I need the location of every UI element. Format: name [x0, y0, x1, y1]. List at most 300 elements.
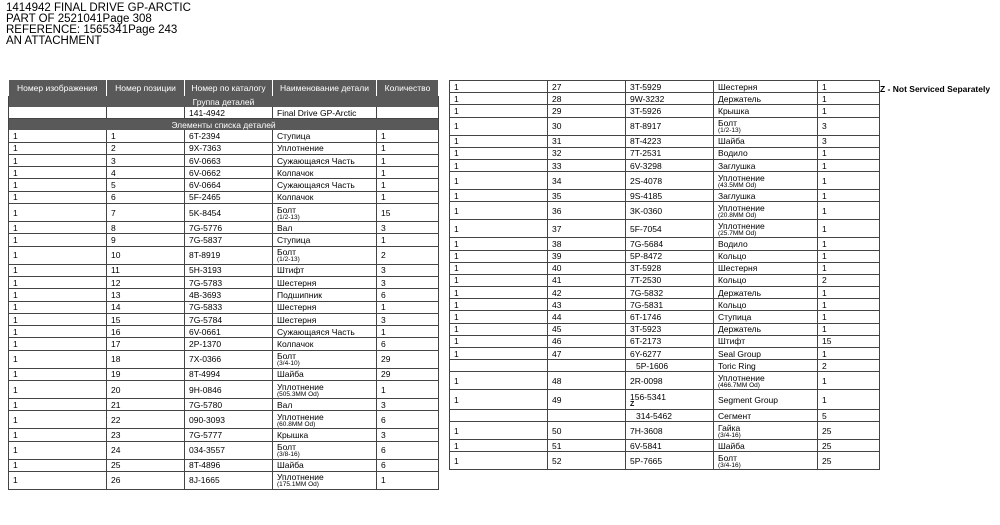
catalog-no-text: 6V-0664 [189, 180, 221, 191]
cell-part-name [714, 372, 818, 390]
cell-position-no: 39 [548, 250, 626, 262]
cell-part-name [273, 167, 377, 179]
cell-catalog-no [185, 276, 273, 288]
part-name-text: Шайба [277, 369, 304, 380]
part-name-text: Колпачок [277, 192, 314, 203]
catalog-no-text: 5F-7054 [630, 223, 662, 234]
part-spec-note: (20.8MM Od) [718, 211, 757, 219]
part-spec-note: (505.3MM Od) [277, 390, 319, 398]
catalog-no-text: 6V-0662 [189, 167, 221, 178]
cell-position-no: 3 [107, 154, 185, 166]
part-name-text: Уплотнение [277, 381, 324, 392]
table-row [450, 202, 880, 220]
part-spec-note: (1/2-13) [718, 127, 741, 135]
catalog-no-text: 7G-5783 [189, 277, 223, 288]
catalog-no-text: 7H-3608 [630, 425, 663, 436]
cell-position-no: 12 [107, 276, 185, 288]
cell-quantity: 1 [818, 287, 880, 299]
table-header-row [9, 80, 439, 96]
cell-position-no: 28 [548, 93, 626, 105]
cell-part-name [273, 222, 377, 234]
document-header [6, 3, 191, 47]
cell-part-name [273, 368, 377, 380]
catalog-no-text: 7G-5833 [189, 302, 223, 313]
cell-quantity: 3 [377, 429, 439, 441]
cell-quantity: 3 [377, 276, 439, 288]
cell-part-name [273, 289, 377, 301]
cell-image-no: 1 [450, 117, 548, 135]
cell-part-name [273, 471, 377, 489]
cell-position-no: 45 [548, 323, 626, 335]
cell-position-no: 30 [548, 117, 626, 135]
cell-catalog-no [185, 234, 273, 246]
cell-position-no: 5 [107, 179, 185, 191]
table-row [450, 335, 880, 347]
cell-quantity: 1 [377, 179, 439, 191]
cell-image-no: 1 [9, 313, 107, 325]
table-row [9, 326, 439, 338]
cell-position-no: 50 [548, 422, 626, 440]
cell-position-no [548, 360, 626, 372]
cell-position-no: 37 [548, 220, 626, 238]
cell-image-no: 1 [9, 289, 107, 301]
cell-position-no: 8 [107, 222, 185, 234]
part-name-text: Кольцо [718, 275, 747, 286]
table-row [9, 289, 439, 301]
catalog-no-text: 8T-8919 [189, 250, 221, 261]
cell-part-name [714, 190, 818, 202]
cell-part-name [273, 313, 377, 325]
cell-part-name [273, 264, 377, 276]
cell-position-no: 17 [107, 338, 185, 350]
part-name-text: Кольцо [718, 251, 747, 262]
table-row [9, 167, 439, 179]
header-line-1: 1414942 FINAL DRIVE GP-ARCTIC [6, 2, 191, 14]
cell-part-name [273, 459, 377, 471]
catalog-no-text: 9S-4185 [630, 190, 663, 201]
cell-part-name [273, 429, 377, 441]
part-name-text: Уплотнение [718, 220, 765, 231]
table-row [450, 410, 880, 422]
cell-position-no: 14 [107, 301, 185, 313]
part-name-text: Уплотнение [718, 372, 765, 383]
cell-quantity: 1 [818, 81, 880, 93]
part-name-text: Держатель [718, 324, 762, 335]
catalog-no-text: 7G-5776 [189, 222, 223, 233]
part-name-text: Уплотнение [718, 202, 765, 213]
cell-catalog-no [185, 429, 273, 441]
table-row [9, 338, 439, 350]
catalog-no-text: 156-5341 [630, 391, 666, 402]
table-row [450, 422, 880, 440]
cell-quantity: 6 [377, 459, 439, 471]
catalog-no-text: 7G-5777 [189, 429, 223, 440]
cell-part-name [273, 350, 377, 368]
catalog-no-text: 5K-8454 [189, 207, 222, 218]
cell-quantity: 2 [818, 274, 880, 286]
table-row [9, 204, 439, 222]
cell-image-no: 1 [9, 381, 107, 399]
cell-quantity: 29 [377, 350, 439, 368]
catalog-no-text: 3T-5923 [630, 324, 662, 335]
cell-position-no: 18 [107, 350, 185, 368]
cell-image-no: 1 [9, 326, 107, 338]
cell-part-name [273, 142, 377, 154]
cell-image-no: 1 [9, 399, 107, 411]
cell-quantity: 2 [818, 360, 880, 372]
cell-position-no: 24 [107, 441, 185, 459]
cell-quantity: 3 [377, 264, 439, 276]
part-name-text: Заглушка [718, 190, 756, 201]
table-row [9, 441, 439, 459]
catalog-no-text: 6V-0663 [189, 155, 221, 166]
part-name-text: Шестерня [277, 277, 317, 288]
part-spec-note: (25.7MM Od) [718, 229, 757, 237]
cell-quantity: 5 [818, 410, 880, 422]
cell-image-no: 1 [450, 190, 548, 202]
cell-part-name [714, 335, 818, 347]
cell-image-no: 1 [450, 202, 548, 220]
cell-position-no: 33 [548, 159, 626, 171]
table-row [450, 117, 880, 135]
catalog-no-text: 6V-0661 [189, 326, 221, 337]
catalog-no-text: 3T-5928 [630, 263, 662, 274]
part-name-text: Болт [277, 442, 296, 453]
cell-quantity: 1 [818, 93, 880, 105]
parts-table-right [449, 80, 880, 470]
part-name-text: Ступица [718, 312, 752, 323]
cell-part-name [714, 238, 818, 250]
cell-quantity: 1 [818, 390, 880, 410]
table-row [450, 287, 880, 299]
part-name-text: Seal Group [718, 348, 761, 359]
group-catalog-no: 141-4942 [185, 107, 273, 119]
cell-position-no: 11 [107, 264, 185, 276]
cell-position-no: 4 [107, 167, 185, 179]
cell-catalog-no [185, 313, 273, 325]
cell-quantity: 1 [818, 372, 880, 390]
table-row [450, 311, 880, 323]
cell-part-name [714, 147, 818, 159]
part-name-text: Сужающаяся Часть [277, 180, 355, 191]
cell-catalog-no [185, 350, 273, 368]
table-row [450, 360, 880, 372]
cell-image-no: 1 [450, 287, 548, 299]
footnote-not-serviced: Z - Not Serviced Separately [880, 84, 991, 94]
col-header-quantity: Количество [377, 80, 439, 96]
cell-image-no: 1 [450, 440, 548, 452]
items-header-row [9, 119, 439, 131]
cell-part-name [714, 159, 818, 171]
cell-position-no: 31 [548, 135, 626, 147]
cell-quantity: 3 [377, 313, 439, 325]
catalog-no-text: 6V-5841 [630, 440, 662, 451]
cell-image-no: 1 [9, 222, 107, 234]
cell-image-no: 1 [9, 130, 107, 142]
cell-quantity: 1 [377, 381, 439, 399]
table-row [9, 191, 439, 203]
table-row [450, 372, 880, 390]
cell-position-no: 34 [548, 172, 626, 190]
part-name-text: Подшипник [277, 289, 322, 300]
cell-catalog-no [626, 440, 714, 452]
cell-quantity: 1 [377, 191, 439, 203]
part-name-text: Кольцо [718, 299, 747, 310]
cell-catalog-no [185, 459, 273, 471]
cell-catalog-no [626, 422, 714, 440]
part-name-text: Колпачок [277, 167, 314, 178]
cell-image-no: 1 [450, 105, 548, 117]
cell-image-no: 1 [9, 411, 107, 429]
cell-quantity: 1 [818, 238, 880, 250]
cell-catalog-no [626, 220, 714, 238]
cell-image-no: 1 [9, 301, 107, 313]
cell-quantity: 1 [377, 326, 439, 338]
catalog-no-text: 7G-5832 [630, 287, 664, 298]
cell-catalog-no [185, 142, 273, 154]
catalog-no-text: 2S-4078 [630, 175, 663, 186]
part-name-text: Держатель [718, 287, 762, 298]
cell-catalog-no [185, 368, 273, 380]
cell-part-name [714, 220, 818, 238]
cell-catalog-no [626, 250, 714, 262]
part-name-text: Ступица [277, 235, 311, 246]
cell-position-no: 19 [107, 368, 185, 380]
cell-quantity: 1 [818, 250, 880, 262]
cell-catalog-no [626, 335, 714, 347]
cell-part-name [273, 179, 377, 191]
cell-catalog-no [626, 372, 714, 390]
table-row [450, 190, 880, 202]
cell-catalog-no [626, 190, 714, 202]
part-name-text: Шестерня [277, 302, 317, 313]
cell-position-no: 29 [548, 105, 626, 117]
catalog-no-text: 9X-7363 [189, 143, 222, 154]
cell-image-no: 1 [450, 147, 548, 159]
part-name-text: Заглушка [718, 160, 756, 171]
cell-position-no: 23 [107, 429, 185, 441]
table-row [9, 459, 439, 471]
table-row [450, 159, 880, 171]
table-row [450, 452, 880, 470]
cell-part-name [714, 117, 818, 135]
part-name-text: Водило [718, 238, 748, 249]
part-name-text: Болт [718, 118, 737, 129]
cell-part-name [273, 381, 377, 399]
cell-catalog-no [185, 264, 273, 276]
part-name-text: Шайба [718, 136, 745, 147]
cell-image-no: 1 [9, 338, 107, 350]
cell-part-name [273, 246, 377, 264]
catalog-no-text: 7G-5784 [189, 314, 223, 325]
cell-quantity: 29 [377, 368, 439, 380]
cell-part-name [273, 130, 377, 142]
cell-image-no: 1 [9, 276, 107, 288]
cell-quantity: 15 [818, 335, 880, 347]
cell-part-name [273, 191, 377, 203]
cell-catalog-no [626, 323, 714, 335]
table-row [9, 130, 439, 142]
part-name-text: Болт [277, 204, 296, 215]
table-row [450, 299, 880, 311]
catalog-no-text: 4B-3693 [189, 289, 222, 300]
cell-image-no: 1 [450, 299, 548, 311]
catalog-no-text: 8T-8917 [630, 121, 662, 132]
col-header-part-name: Наименование детали [273, 80, 377, 96]
cell-part-name [273, 411, 377, 429]
part-spec-note: (1/2-13) [277, 256, 300, 264]
col-header-image-no: Номер изображения [9, 80, 107, 96]
catalog-no-text: 8T-4896 [189, 460, 221, 471]
cell-quantity: 1 [377, 130, 439, 142]
table-row [450, 220, 880, 238]
cell-quantity: 1 [377, 301, 439, 313]
cell-quantity: 1 [818, 323, 880, 335]
header-line-3: REFERENCE: 1565341Page 243 [6, 24, 178, 36]
cell-image-no: 1 [9, 429, 107, 441]
cell-position-no: 13 [107, 289, 185, 301]
catalog-no-text: 6V-3298 [630, 160, 662, 171]
table-row [450, 93, 880, 105]
cell-position-no: 38 [548, 238, 626, 250]
header-line-2: PART OF 2521041Page 308 [6, 13, 152, 25]
cell-image-no: 1 [450, 81, 548, 93]
part-name-text: Toric Ring [718, 360, 756, 371]
catalog-no-text: 2P-1370 [189, 339, 222, 350]
cell-image-no [450, 360, 548, 372]
table-row [9, 471, 439, 489]
part-name-text: Крышка [718, 105, 750, 116]
cell-catalog-no [626, 135, 714, 147]
cell-catalog-no [185, 338, 273, 350]
cell-position-no: 42 [548, 287, 626, 299]
cell-part-name [714, 262, 818, 274]
table-row [9, 154, 439, 166]
table-row [9, 142, 439, 154]
cell-catalog-no [185, 301, 273, 313]
cell-part-name [714, 93, 818, 105]
cell-position-no: 49 [548, 390, 626, 410]
cell-quantity: 6 [377, 338, 439, 350]
table-row [450, 262, 880, 274]
catalog-no-text: 090-3093 [189, 414, 225, 425]
cell-position-no: 1 [107, 130, 185, 142]
cell-position-no [548, 410, 626, 422]
cell-catalog-no [626, 117, 714, 135]
cell-quantity: 1 [818, 299, 880, 311]
catalog-no-text: 6T-2173 [630, 336, 662, 347]
cell-part-name [714, 250, 818, 262]
catalog-no-text: 8J-1665 [189, 475, 220, 486]
cell-position-no: 36 [548, 202, 626, 220]
catalog-no-text: 6T-1746 [630, 312, 662, 323]
cell-quantity: 1 [377, 142, 439, 154]
catalog-no-text: 3K-0360 [630, 205, 663, 216]
cell-position-no: 10 [107, 246, 185, 264]
part-name-text: Уплотнение [277, 411, 324, 422]
part-name-text: Вал [277, 222, 293, 233]
part-name-text: Штифт [718, 336, 746, 347]
cell-image-no: 1 [9, 179, 107, 191]
part-name-text: Болт [277, 351, 296, 362]
cell-part-name [714, 299, 818, 311]
cell-quantity: 1 [818, 348, 880, 360]
cell-catalog-no [626, 81, 714, 93]
part-name-text: Ступица [277, 130, 311, 141]
cell-catalog-no [185, 246, 273, 264]
table-row [450, 274, 880, 286]
cell-quantity: 1 [818, 159, 880, 171]
cell-catalog-no [185, 399, 273, 411]
catalog-no-text: 7T-2530 [630, 275, 662, 286]
part-name-text: Болт [718, 452, 737, 463]
catalog-no-text: 5H-3193 [189, 265, 222, 276]
part-spec-note: (3/4-16) [718, 431, 741, 439]
cell-position-no: 21 [107, 399, 185, 411]
cell-image-no: 1 [450, 422, 548, 440]
cell-position-no: 35 [548, 190, 626, 202]
group-header: Группа деталей [9, 96, 439, 107]
cell-catalog-no [626, 147, 714, 159]
part-name-text: Болт [277, 247, 296, 258]
cell-catalog-no [185, 471, 273, 489]
cell-image-no [450, 410, 548, 422]
cell-part-name [714, 287, 818, 299]
table-row [450, 238, 880, 250]
header-line-4: AN ATTACHMENT [6, 35, 102, 47]
cell-image-no: 1 [9, 368, 107, 380]
table-row [450, 250, 880, 262]
cell-image-no: 1 [9, 264, 107, 276]
cell-part-name [714, 135, 818, 147]
cell-part-name [273, 234, 377, 246]
cell-catalog-no [185, 326, 273, 338]
cell-catalog-no [185, 191, 273, 203]
table-row [9, 234, 439, 246]
cell-part-name [714, 360, 818, 372]
catalog-no-text: 7T-2531 [630, 148, 662, 159]
cell-quantity: 1 [818, 262, 880, 274]
catalog-no-text: 9H-0846 [189, 384, 222, 395]
part-name-text: Шестерня [718, 81, 758, 92]
part-name-text: Уплотнение [277, 143, 324, 154]
cell-part-name [273, 276, 377, 288]
catalog-no-text: 6T-2394 [189, 130, 221, 141]
cell-catalog-no [185, 130, 273, 142]
catalog-no-text: 8T-4994 [189, 369, 221, 380]
group-header-row [9, 96, 439, 107]
cell-position-no: 52 [548, 452, 626, 470]
table-row [9, 179, 439, 191]
cell-position-no: 51 [548, 440, 626, 452]
cell-position-no: 2 [107, 142, 185, 154]
cell-quantity: 3 [818, 117, 880, 135]
cell-part-name [714, 452, 818, 470]
cell-position-no: 48 [548, 372, 626, 390]
cell-catalog-no [185, 411, 273, 429]
cell-part-name [714, 410, 818, 422]
part-spec-note: (466.7MM Od) [718, 381, 760, 389]
cell-image-no: 1 [450, 274, 548, 286]
cell-part-name [714, 422, 818, 440]
catalog-no-text: 314-5462 [636, 410, 672, 421]
cell-quantity: 6 [377, 411, 439, 429]
cell-image-no: 1 [9, 191, 107, 203]
cell-image-no: 1 [450, 135, 548, 147]
cell-quantity: 1 [377, 154, 439, 166]
cell-image-no: 1 [450, 348, 548, 360]
cell-position-no: 44 [548, 311, 626, 323]
